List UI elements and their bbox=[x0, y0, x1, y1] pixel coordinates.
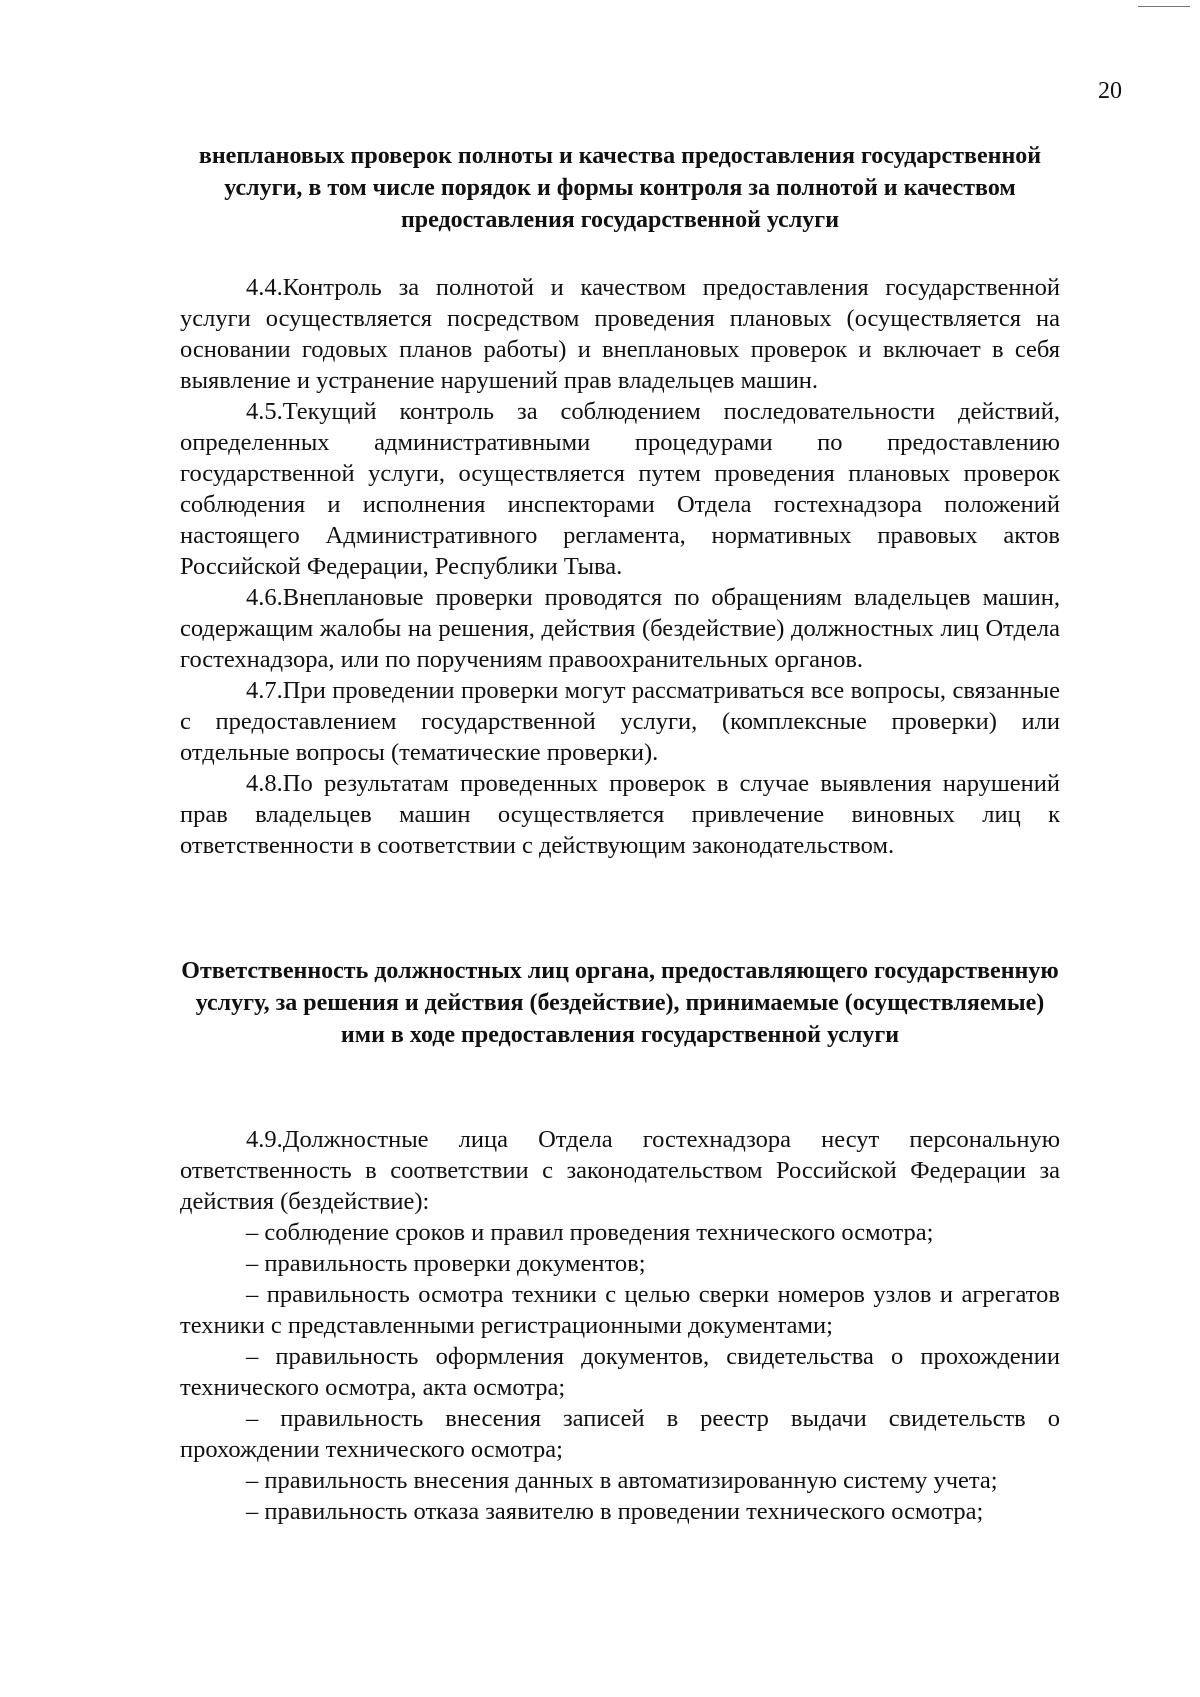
section-body-responsibility bbox=[180, 1124, 1060, 1527]
list-item: – правильность внесения записей в реестр выдачи свидетельств о прохождении технического осмотра; bbox=[180, 1405, 1060, 1463]
list-item: – правильность отказа заявителю в проведении технического осмотра; bbox=[246, 1498, 984, 1525]
paragraph-4-8: 4.8.По результатам проведенных проверок в случае выявления нарушений прав владельцев машин осуществляется привлечение виновных лиц к ответственности в соответствии с действующим законодательством. bbox=[180, 770, 1060, 859]
paragraph-4-6: 4.6.Внеплановые проверки проводятся по обращениям владельцев машин, содержащим жалобы на решения, действия (бездействие) должностных лиц Отдела гостехнадзора, или по поручениям правоохранительных органов. bbox=[180, 584, 1060, 673]
paragraph-4-7: 4.7.При проведении проверки могут рассматриваться все вопросы, связанные с предоставлением государственной услуги, (комплексные проверки) или отдельные вопросы (тематические проверки). bbox=[180, 677, 1060, 766]
list-item: – соблюдение сроков и правил проведения технического осмотра; bbox=[246, 1219, 934, 1246]
page-number: 20 bbox=[1098, 78, 1122, 104]
section-heading-inspections: внеплановых проверок полноты и качества предоставления государственной услуги, в том числе порядок и формы контроля за полнотой и качеством предоставления государственной услуги bbox=[198, 143, 1042, 233]
section-body-inspections bbox=[180, 272, 1060, 861]
paragraph-4-5: 4.5.Текущий контроль за соблюдением последовательности действий, определенных административными процедурами по предоставлению государственной услуги, осуществляется путем проведения плановых проверок соблюдения и исполнения инспекторами Отдела гостехнадзора положений настоящего Административного регламента, нормативных правовых актов Российской Федерации, Республики Тыва. bbox=[180, 398, 1060, 580]
list-item: – правильность осмотра техники с целью сверки номеров узлов и агрегатов техники с представленными регистрационными документами; bbox=[180, 1281, 1060, 1339]
list-item: – правильность оформления документов, свидетельства о прохождении технического осмотра, акта осмотра; bbox=[180, 1343, 1060, 1401]
section-heading-responsibility: Ответственность должностных лиц органа, предоставляющего государственную услугу, за решения и действия (бездействие), принимаемые (осуществляемые) ими в ходе предоставления государственной услуги bbox=[181, 958, 1059, 1048]
paragraph-4-4: 4.4.Контроль за полнотой и качеством предоставления государственной услуги осуществляется посредством проведения плановых (осуществляется на основании годовых планов работы) и внеплановых проверок и включает в себя выявление и устранение нарушений прав владельцев машин. bbox=[180, 274, 1060, 394]
list-item: – правильность проверки документов; bbox=[246, 1250, 646, 1277]
paragraph-4-9: 4.9.Должностные лица Отдела гостехнадзора несут персональную ответственность в соответствии с законодательством Российской Федерации за действия (бездействие): bbox=[180, 1126, 1060, 1215]
list-item: – правильность внесения данных в автоматизированную систему учета; bbox=[246, 1467, 998, 1494]
scan-artifact-line bbox=[1138, 6, 1190, 7]
